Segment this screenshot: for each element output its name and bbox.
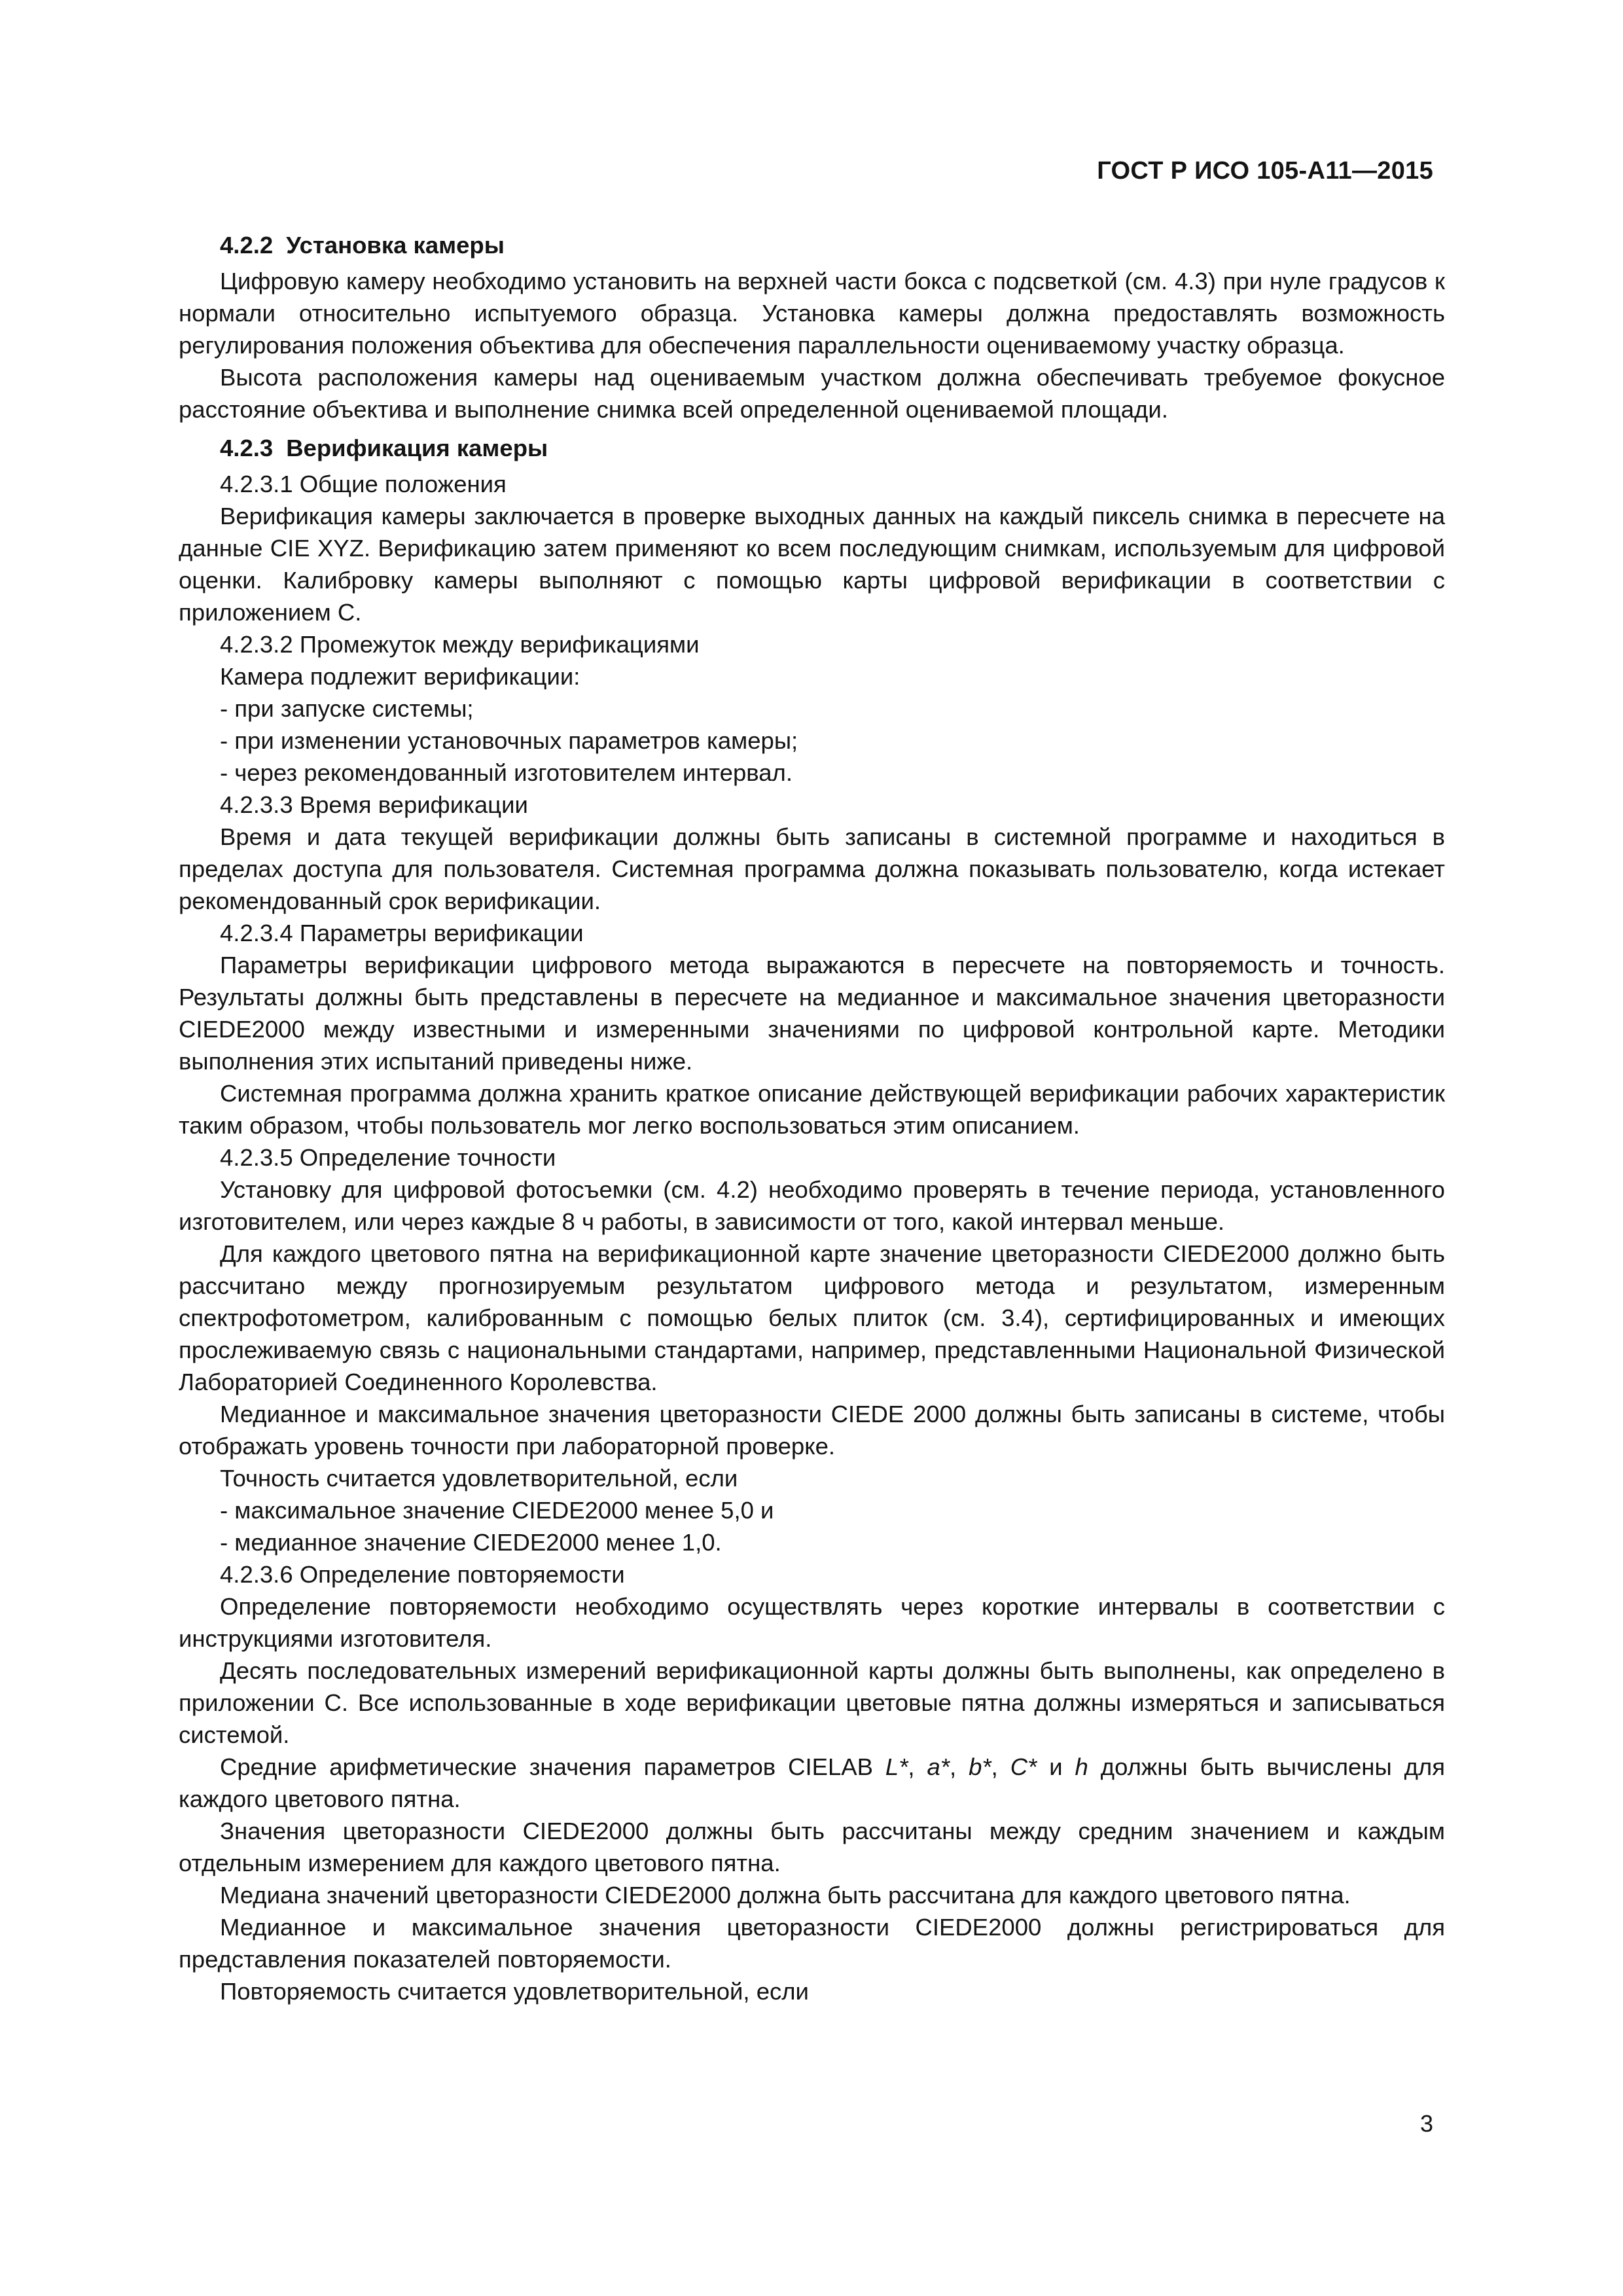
subsection-heading-4-2-3-5: 4.2.3.5 Определение точности — [220, 1144, 556, 1171]
text-run: должны быть вычислены для каждого цветового пятна. — [179, 1753, 1445, 1812]
document-header: ГОСТ Р ИСО 105-А11—2015 — [1097, 157, 1433, 185]
variable: h — [1075, 1753, 1088, 1780]
separator: , — [991, 1753, 1010, 1780]
list-item: - медианное значение CIEDE2000 менее 1,0. — [220, 1529, 722, 1556]
paragraph: Камера подлежит верификации: — [220, 663, 580, 690]
section-number: 4.2.3 — [220, 435, 274, 461]
variable: b* — [969, 1753, 991, 1780]
separator: и — [1037, 1753, 1075, 1780]
section-number: 4.2.2 — [220, 232, 274, 259]
separator: , — [908, 1753, 927, 1780]
paragraph: Десять последовательных измерений верификационной карты должны быть выполнены, как определено в приложении С. Все использованные в ходе верификации цветовые пятна должны измеряться и записываться системой. — [179, 1657, 1445, 1748]
paragraph: Медианное и максимальное значения цветоразности CIEDE 2000 должны быть записаны в системе, чтобы отображать уровень точности при лабораторной проверке. — [179, 1401, 1445, 1460]
paragraph: Параметры верификации цифрового метода выражаются в пересчете на повторяемость и точность. Результаты должны быть представлены в пересчете на медианное и максимальное значения цветоразности CIEDE2000 между известными и измеренными значениями по цифровой контрольной карте. Методики выполнения этих испытаний приведены ниже. — [179, 952, 1445, 1075]
subsection-heading-4-2-3-2: 4.2.3.2 Промежуток между верификациями — [220, 631, 700, 658]
variable: L* — [885, 1753, 908, 1780]
page-number: 3 — [1419, 2110, 1433, 2137]
document-body — [179, 226, 1445, 2007]
paragraph: Верификация камеры заключается в проверке выходных данных на каждый пиксель снимка в пересчете на данные CIE XYZ. Верификацию затем применяют ко всем последующим снимкам, используемым для цифровой оценки. Калибровку камеры выполняют с помощью карты цифровой верификации в соответствии с приложением С. — [179, 503, 1445, 626]
variable: a* — [927, 1753, 950, 1780]
paragraph-cielab — [179, 1751, 1445, 1815]
subsection-heading-4-2-3-4: 4.2.3.4 Параметры верификации — [220, 920, 584, 946]
subsection-heading-4-2-3-6: 4.2.3.6 Определение повторяемости — [220, 1561, 625, 1588]
list-item: - максимальное значение CIEDE2000 менее 5,0 и — [220, 1497, 774, 1524]
paragraph: Цифровую камеру необходимо установить на верхней части бокса с подсветкой (см. 4.3) при нуле градусов к нормали относительно испытуемого образца. Установка камеры должна предоставлять возможность регулирования положения объектива для обеспечения параллельности оцениваемому участку образца. — [179, 268, 1445, 359]
list-item: - через рекомендованный изготовителем интервал. — [220, 759, 793, 786]
paragraph: Для каждого цветового пятна на верификационной карте значение цветоразности CIEDE2000 должно быть рассчитано между прогнозируемым результатом цифрового метода и результатом, измеренным спектрофотометром, калиброванным с помощью белых плиток (см. 3.4), сертифицированных и имеющих прослеживаемую связь с национальными стандартами, например, представленными Национальной Физической Лабораторией Соединенного Королевства. — [179, 1240, 1445, 1395]
paragraph: Время и дата текущей верификации должны быть записаны в системной программе и находиться в пределах доступа для пользователя. Системная программа должна показывать пользователю, когда истекает рекомендованный срок верификации. — [179, 823, 1445, 914]
paragraph: Точность считается удовлетворительной, если — [220, 1465, 738, 1492]
paragraph: Значения цветоразности CIEDE2000 должны быть рассчитаны между средним значением и каждым отдельным измерением для каждого цветового пятна. — [179, 1818, 1445, 1876]
paragraph: Медианное и максимальное значения цветоразности CIEDE2000 должны регистрироваться для представления показателей повторяемости. — [179, 1914, 1445, 1973]
text-run: Средние арифметические значения параметров CIELAB — [220, 1753, 885, 1780]
variable: C* — [1010, 1753, 1037, 1780]
paragraph: Системная программа должна хранить краткое описание действующей верификации рабочих характеристик таким образом, чтобы пользователь мог легко воспользоваться этим описанием. — [179, 1080, 1445, 1139]
paragraph: Повторяемость считается удовлетворительной, если — [220, 1978, 809, 2005]
paragraph: Установку для цифровой фотосъемки (см. 4.2) необходимо проверять в течение периода, установленного изготовителем, или через каждые 8 ч работы, в зависимости от того, какой интервал меньше. — [179, 1176, 1445, 1235]
subsection-heading-4-2-3-1: 4.2.3.1 Общие положения — [220, 471, 507, 497]
separator: , — [950, 1753, 969, 1780]
paragraph: Определение повторяемости необходимо осуществлять через короткие интервалы в соответствии с инструкциями изготовителя. — [179, 1593, 1445, 1652]
section-4-2-3-heading — [179, 432, 1445, 464]
paragraph: Медиана значений цветоразности CIEDE2000 должна быть рассчитана для каждого цветового пятна. — [220, 1882, 1351, 1909]
list-item: - при изменении установочных параметров камеры; — [220, 727, 798, 754]
subsection-heading-4-2-3-3: 4.2.3.3 Время верификации — [220, 791, 528, 818]
section-title: Установка камеры — [286, 232, 505, 259]
section-title: Верификация камеры — [286, 435, 548, 461]
paragraph: Высота расположения камеры над оцениваемым участком должна обеспечивать требуемое фокусное расстояние объектива и выполнение снимка всей определенной оцениваемой площади. — [179, 364, 1445, 423]
list-item: - при запуске системы; — [220, 695, 474, 722]
section-4-2-2-heading — [179, 229, 1445, 261]
